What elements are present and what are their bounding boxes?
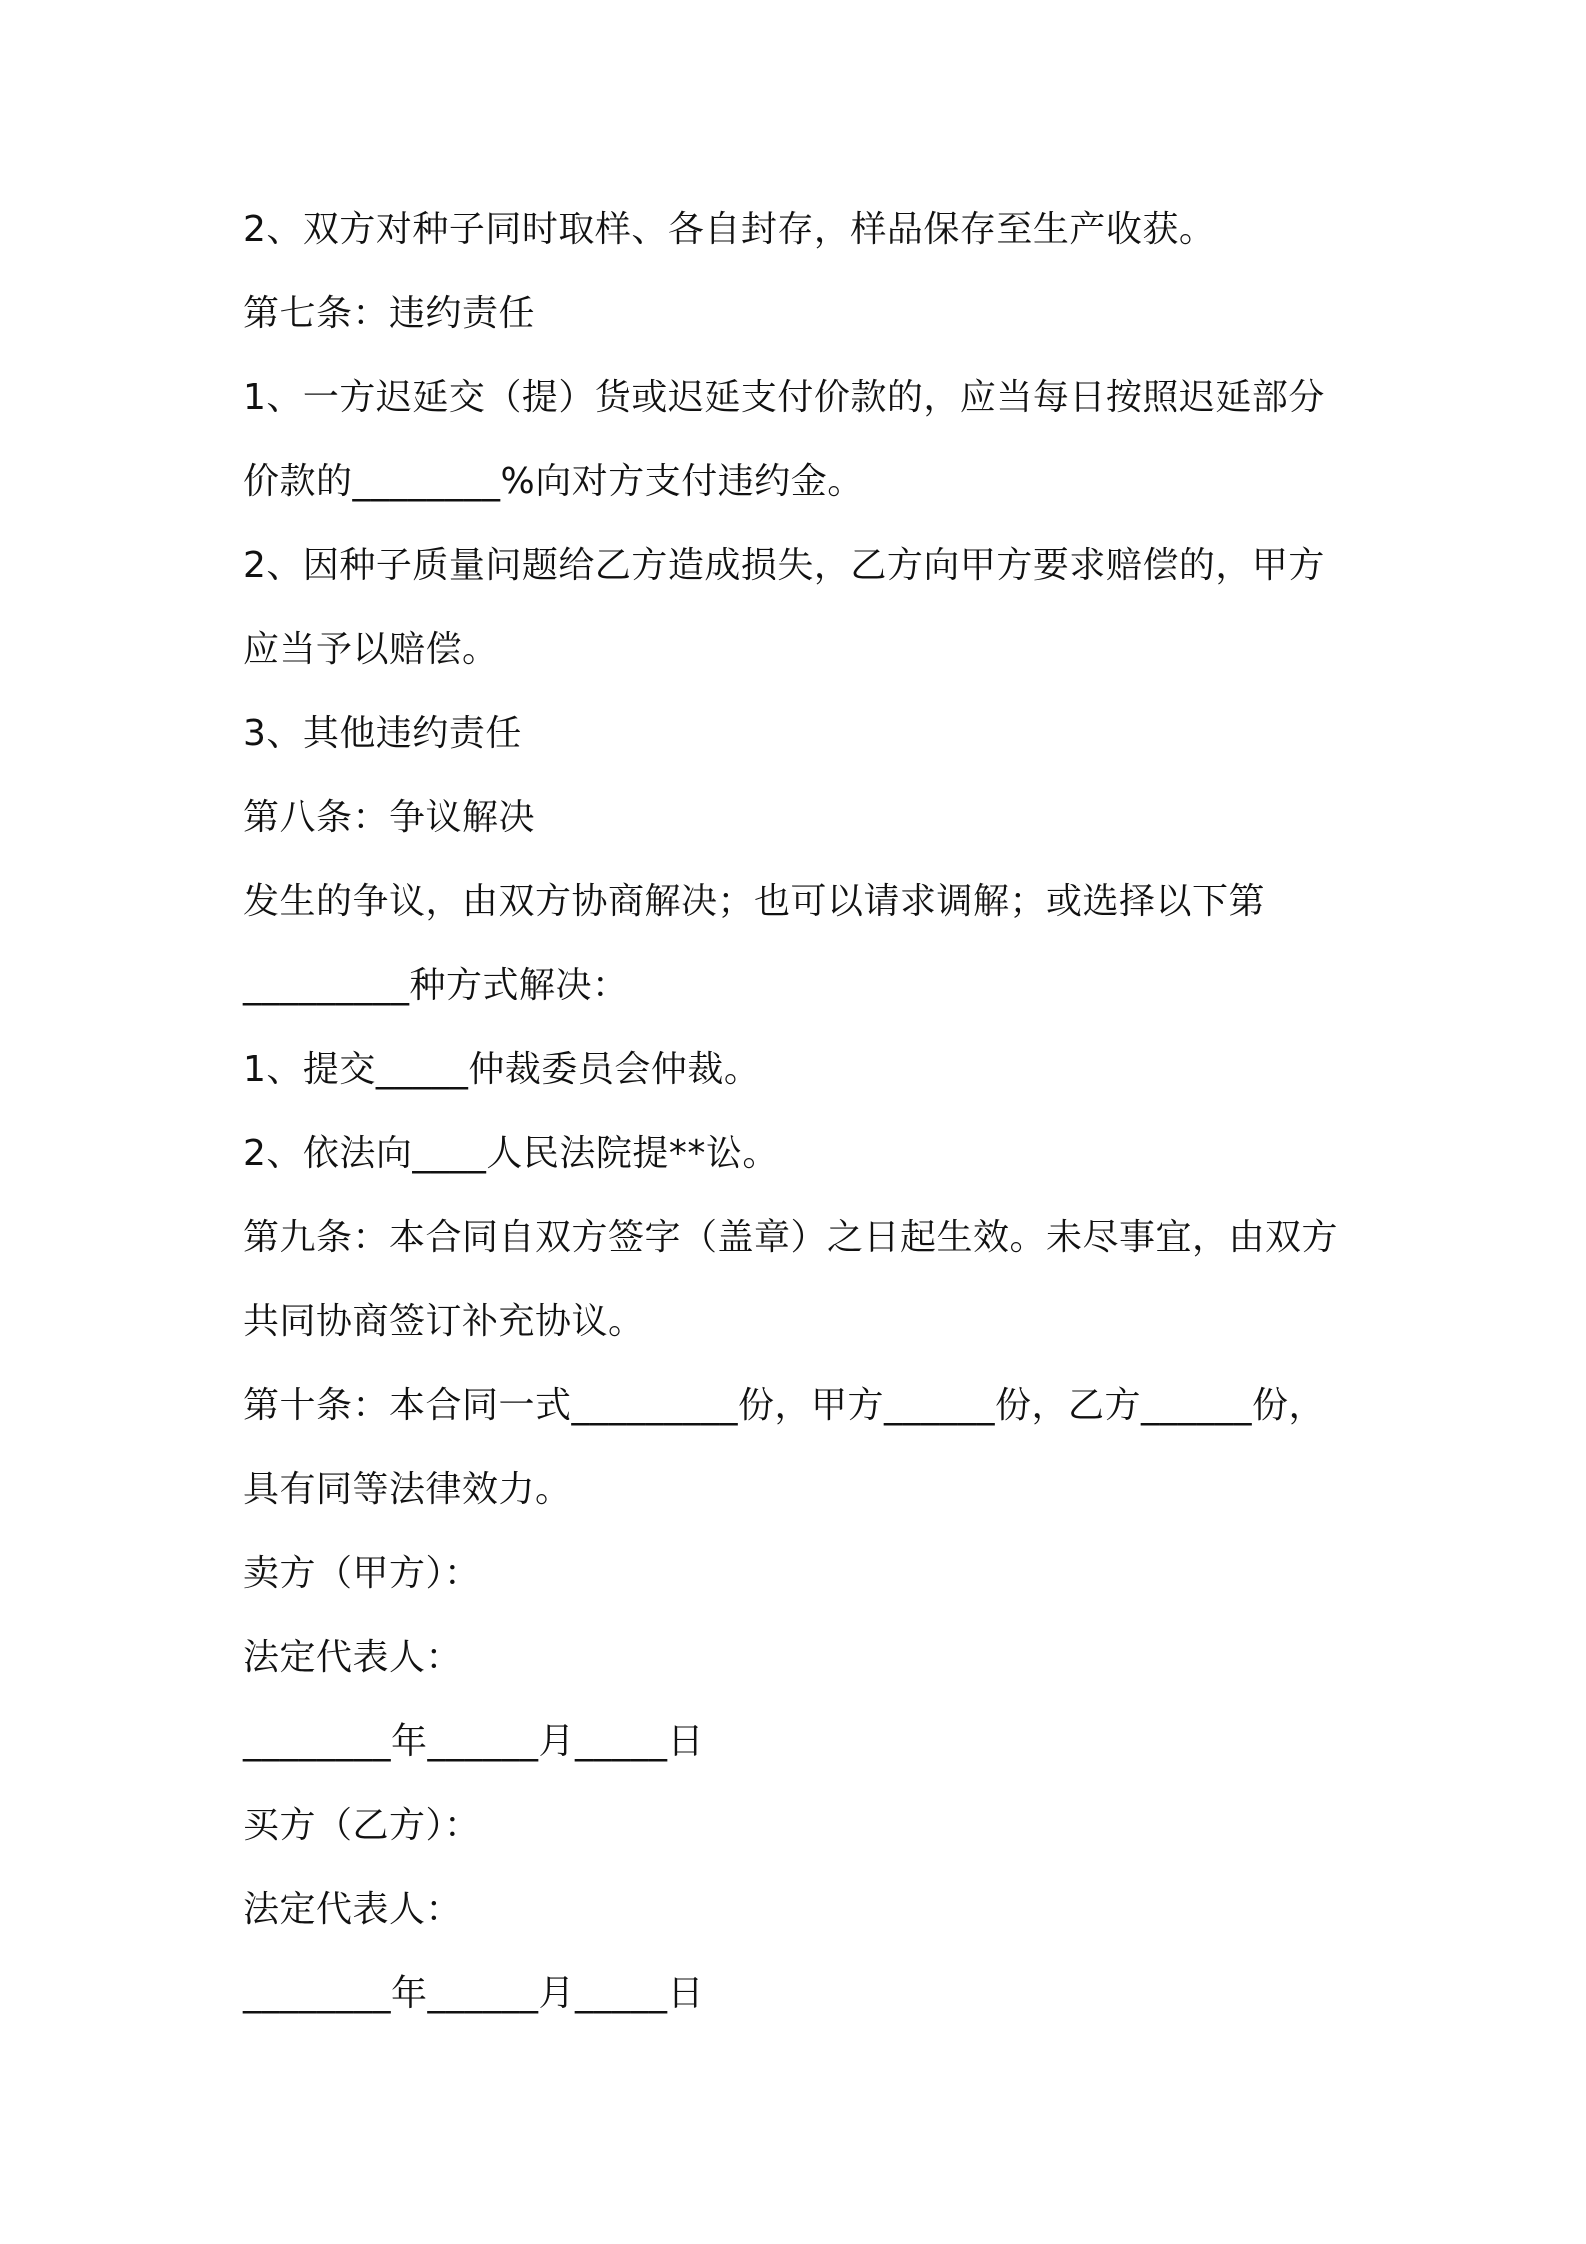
dispute-resolution-text: 发生的争议，由双方协商解决；也可以请求调解；或选择以下第: [243, 881, 1266, 922]
buyer-date-line: ________年______月_____日: [243, 1973, 704, 2014]
article-8-heading: 第八条：争议解决: [243, 797, 536, 838]
seller-signature-label: 卖方（甲方）：: [243, 1553, 481, 1594]
clause-late-delivery-continued: 价款的________%向对方支付违约金。: [243, 461, 864, 502]
seller-date-line: ________年______月_____日: [243, 1721, 704, 1762]
option-litigation: 2、依法向____人民法院提**讼。: [243, 1133, 779, 1174]
buyer-representative-label: 法定代表人：: [243, 1889, 463, 1930]
option-arbitration: 1、提交_____仲裁委员会仲裁。: [243, 1049, 761, 1090]
clause-quality-compensation-continued: 应当予以赔偿。: [243, 629, 499, 670]
dispute-resolution-text-continued: _________种方式解决：: [243, 965, 629, 1006]
clause-late-delivery: 1、一方迟延交（提）货或迟延支付价款的，应当每日按照迟延部分: [243, 377, 1325, 418]
seller-representative-label: 法定代表人：: [243, 1637, 463, 1678]
buyer-signature-label: 买方（乙方）：: [243, 1805, 481, 1846]
contract-text: [243, 200, 1363, 2048]
article-10-text: 第十条：本合同一式_________份，甲方______份，乙方______份，: [243, 1385, 1326, 1426]
clause-sample-sealing: 2、双方对种子同时取样、各自封存，样品保存至生产收获。: [243, 209, 1216, 250]
clause-other-liability: 3、其他违约责任: [243, 713, 522, 754]
article-7-heading: 第七条：违约责任: [243, 293, 536, 334]
article-9-text: 第九条：本合同自双方签字（盖章）之日起生效。未尽事宜，由双方: [243, 1217, 1339, 1258]
article-9-text-continued: 共同协商签订补充协议。: [243, 1301, 645, 1342]
article-10-text-continued: 具有同等法律效力。: [243, 1469, 572, 1510]
clause-quality-compensation: 2、因种子质量问题给乙方造成损失，乙方向甲方要求赔偿的，甲方: [243, 545, 1325, 586]
